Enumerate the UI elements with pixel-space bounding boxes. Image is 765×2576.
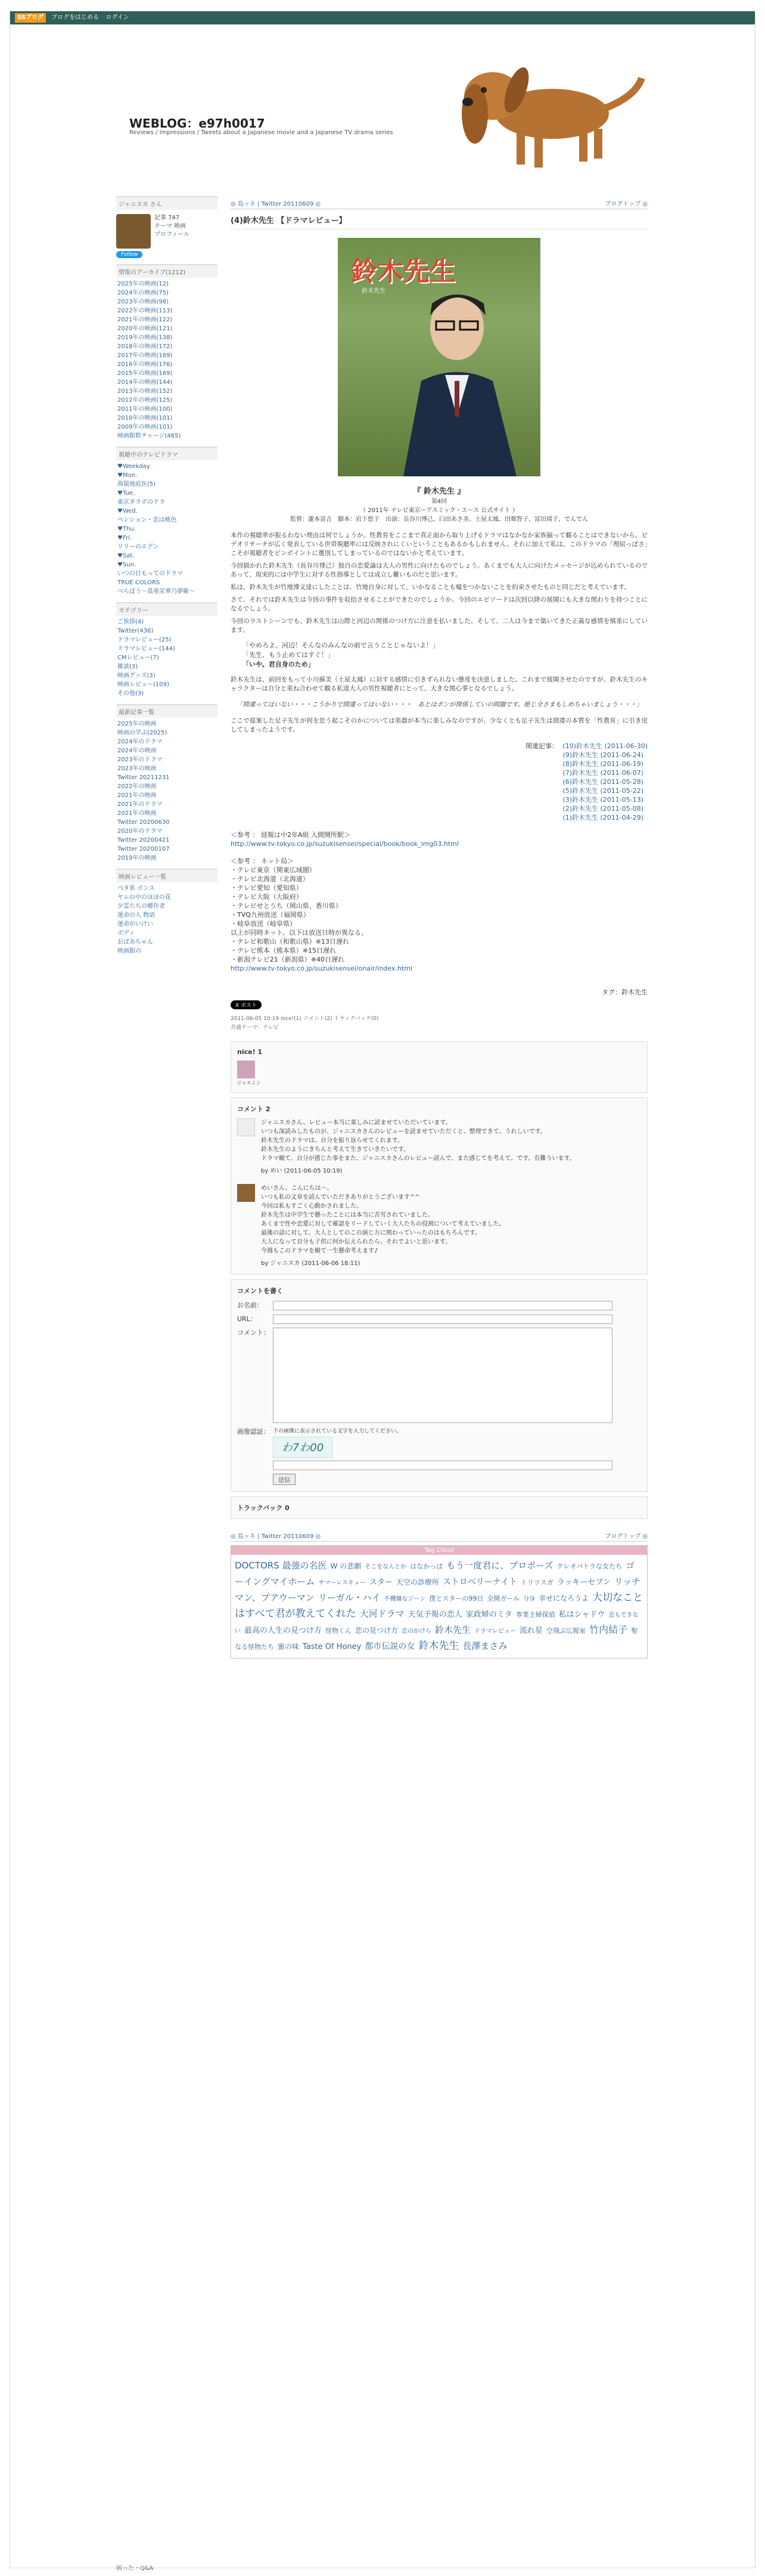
- drama-item[interactable]: 海猿地底医(5): [117, 481, 156, 488]
- post-paragraph: 私は、鈴木先生が竹地博文達にしたことは、竹地自身に対して、いかなることも嘘をつかないことを約束させたものと同じだと考えています。: [231, 584, 630, 591]
- main-content: [231, 196, 648, 1659]
- avatar[interactable]: [116, 214, 151, 249]
- recent-article-item[interactable]: Twitter 20200421: [117, 837, 170, 844]
- related-article-link[interactable]: (3)鈴木先生 (2011-05-13): [562, 796, 643, 804]
- comment-line: ドラマ観て、自分が感じた事をまた、ジャニスカさんのレビュー読んで、また感じてを考えて。です。有難ういます。: [261, 1155, 576, 1162]
- tag-cloud-item[interactable]: 聖なる怪物たち: [235, 1627, 638, 1651]
- related-article-link[interactable]: (8)鈴木先生 (2011-06-19): [562, 760, 643, 768]
- tag-cloud-item[interactable]: 怪物くん: [325, 1627, 352, 1635]
- site-title[interactable]: WEBLOG：e97h0017: [129, 116, 265, 131]
- recent-article-item[interactable]: 2025年の映画: [117, 721, 157, 727]
- drama-item[interactable]: ペンション・恋は桃色: [117, 517, 177, 523]
- tag-cloud-item[interactable]: 大切なことはすべて君が教えてくれた: [235, 1592, 643, 1620]
- post-caption: [231, 485, 648, 523]
- recent-article-item[interactable]: 2021年のドラマ: [117, 801, 163, 808]
- drama-item[interactable]: ♥Sat.: [117, 553, 135, 559]
- review-list-item[interactable]: ヤムの中のほほの花: [117, 894, 171, 901]
- recent-article-item[interactable]: 2023年の映画: [117, 765, 157, 772]
- reference-1: [231, 830, 648, 848]
- ref2-head: ＜参考 ： ネット局＞: [231, 857, 294, 865]
- tag-cloud-item[interactable]: 竹内結子: [589, 1624, 628, 1635]
- tag-cloud-item[interactable]: Taste Of Honey: [303, 1642, 362, 1651]
- trackback-head: トラックバック 0: [237, 1504, 290, 1512]
- comment-line: 鈴木先生のようにきちんと考えて生きていきたいです。: [261, 1146, 410, 1153]
- network-station-line: ・テレビ北海道（北海道）: [231, 875, 309, 883]
- category-item[interactable]: その他(3): [117, 690, 144, 697]
- recent-article-item[interactable]: Twitter 20200107: [117, 846, 170, 853]
- post-title[interactable]: (4)鈴木先生 【ドラマレビュー】: [231, 209, 648, 230]
- nice-user-name[interactable]: ジャスミン: [237, 1080, 261, 1086]
- tag-cloud-item[interactable]: 天空の診療所: [396, 1578, 439, 1586]
- review-list-item[interactable]: 夕霊たちの郷作者: [117, 903, 165, 910]
- drama-item[interactable]: 東京タラボのドラ: [117, 499, 165, 506]
- drama-head: 視聴中のテレビドラマ: [116, 447, 217, 460]
- comment-line: ジャニスカさん、レビュー本当に楽しみに読ませていただいています。: [261, 1120, 452, 1126]
- comment-line: 今回は私もすごく心動かされました。: [261, 1203, 362, 1210]
- comment-line: 鈴木先生は中学生で懸ったことには本当に苦労されていました。: [261, 1212, 434, 1219]
- quote-line: 「いや。君自身のため」: [242, 661, 315, 668]
- profile-link[interactable]: プロフィール: [154, 231, 189, 238]
- drama-poster-image: [338, 238, 540, 476]
- start-blog-link[interactable]: ブログをはじめる: [51, 14, 99, 21]
- captcha-hint: 下の画像に表示されている文字を入力してください。: [273, 1428, 402, 1434]
- name-input[interactable]: [273, 1301, 612, 1310]
- tag-cloud-item[interactable]: 幸せになろうよ: [539, 1594, 589, 1602]
- teacher-figure: [338, 238, 540, 476]
- blog-header: [10, 24, 755, 197]
- post-tag[interactable]: タグ：鈴木先生: [602, 988, 648, 996]
- recent-article-item[interactable]: 2020年のドラマ: [117, 828, 163, 835]
- network-station-line: ・テレビ熊本（熊本県）※15日遅れ: [231, 947, 336, 954]
- review-list-box: [116, 869, 217, 956]
- archive-item[interactable]: 2018年の映画(172): [117, 343, 173, 350]
- tag-cloud-item[interactable]: サマーレスキュー: [318, 1580, 366, 1586]
- recent-article-item[interactable]: 2021年の映画: [117, 792, 157, 799]
- recent-article-item[interactable]: 2024年の映画: [117, 748, 157, 754]
- archive-item[interactable]: 2009年の映画(101): [117, 424, 173, 430]
- tag-cloud: [231, 1545, 648, 1659]
- comment-author: by ジャニスカ (2011-06-06 18:11): [261, 1260, 360, 1267]
- network-station-line: 以上が同時ネット。以下は放送日時が異なる。: [231, 929, 368, 937]
- category-box: [116, 602, 217, 698]
- tag-cloud-item[interactable]: トリリスガ: [520, 1579, 553, 1586]
- tag-cloud-item[interactable]: 恋の見つけ方: [355, 1626, 399, 1635]
- url-label: URL：: [237, 1315, 257, 1323]
- post-paragraph: 本作の視聴率が振るわない理由は何でしょうか。性教育をここまで真正面から取り上げるドラマはなかなか家族揃って観ることはできないから。ビデオリサーチが広く発表している世帯視聴率には反映されにくいということもあるかもしれません。それに加えて私は、このドラマの「理屈っぽさ」こそが視聴者をピンボイントに選別してしまっているのではないかと考えています。: [231, 532, 648, 557]
- drama-box: [116, 447, 217, 596]
- name-label: お名前：: [237, 1301, 263, 1309]
- post-paragraph: さて、それでは鈴木先生は今回の事件を収拾させることができたのでしょうか。今回のエピソードは次回以降の展開にも大きな関わりを持つことになるでしょう。: [231, 596, 648, 612]
- archive-item[interactable]: 2025年の映画(12): [117, 281, 169, 287]
- breadcrumb: [231, 196, 648, 209]
- commenter-avatar: [237, 1118, 255, 1136]
- tag-cloud-item[interactable]: 長澤まさみ: [462, 1641, 508, 1651]
- category-item[interactable]: 雑談(3): [117, 664, 138, 670]
- caption-episode: 第4回: [431, 498, 447, 505]
- recent-article-item[interactable]: Twitter 20211231: [117, 774, 170, 781]
- caption-title: 『 鈴木先生 』: [413, 487, 465, 496]
- url-input[interactable]: [273, 1315, 612, 1324]
- tag-cloud-item[interactable]: 専業主婦探偵: [515, 1611, 555, 1619]
- caption-staff: 監督：瀧本富吉 脚本：岩下悠子 出演：長谷川博己、臼田あさ美、土屋太鳳、田畑智子、冨田靖子、でんでん: [290, 516, 588, 523]
- post-paragraph: ここで提案した足子先生が何を思う起こそのかについては楽器が本当に楽しみなのですが、少なくとも足子先生は間違の本質を「性教育」に引き戻してしまったようです。: [231, 717, 648, 733]
- archive-item[interactable]: 2023年の映画(98): [117, 299, 169, 305]
- comment-author: by めい (2011-06-05 10:19): [261, 1168, 343, 1174]
- comment-line: 鈴木先生のドラマは、自分を振り返らせてくれます。: [261, 1137, 403, 1144]
- tag-cloud-item[interactable]: リーガル・ハイ: [318, 1592, 381, 1603]
- form-head: コメントを書く: [237, 1287, 283, 1295]
- related-article-link[interactable]: (6)鈴木先生 (2011-05-28): [562, 778, 643, 786]
- quote-line: 「先生、もう止めてはすぐ！」: [242, 651, 334, 659]
- poster-logo: 鈴木先生: [351, 256, 456, 287]
- tag-cloud-item[interactable]: 鈴木先生: [418, 1640, 459, 1652]
- trackback-box: [231, 1496, 648, 1519]
- profile-name: ジャニスカ さん: [116, 196, 217, 210]
- related-article-link[interactable]: (10)鈴木先生 (2011-06-30): [562, 742, 648, 750]
- tag-cloud-item[interactable]: 空飛ぶ広報室: [546, 1627, 586, 1635]
- network-station-line: ・テレビ大阪（大阪府）: [231, 893, 303, 901]
- follow-button[interactable]: Follow: [116, 251, 142, 258]
- drama-item[interactable]: ♥Wed.: [117, 508, 138, 514]
- recent-article-item[interactable]: 映画の学ぶ(2025): [117, 730, 167, 736]
- post-category: 共通テーマ：テレビ: [231, 1025, 279, 1031]
- category-item[interactable]: ご挨拶(4): [117, 619, 144, 625]
- tag-cloud-item[interactable]: ドラマレビュー: [474, 1628, 517, 1635]
- archive-box: [116, 264, 217, 441]
- dachshund-header-image: [427, 24, 654, 197]
- network-station-line: ・テレビ和歌山（和歌山県）※13日遅れ: [231, 938, 349, 946]
- breadcrumb-nav[interactable]: ◎ 島ッネ | Twitter 20110609 ◎: [231, 201, 321, 207]
- related-articles: [231, 742, 648, 822]
- archive-item[interactable]: 2017年の映画(169): [117, 352, 173, 359]
- network-station-line: ・新潟テレビ21（新潟県）※40日遅れ: [231, 956, 344, 963]
- x-post-button[interactable]: X ポスト: [231, 1000, 262, 1009]
- archive-item[interactable]: 2020年の映画(121): [117, 326, 173, 332]
- ref1-head: ＜参考 ： 経報は中2年A組 入間開所駅＞: [231, 831, 351, 839]
- archive-item[interactable]: 2013年の映画(152): [117, 388, 173, 395]
- recent-head: 最新記事一覧: [116, 704, 217, 718]
- related-article-link[interactable]: (9)鈴木先生 (2011-06-24): [562, 751, 643, 759]
- comment-textarea[interactable]: [273, 1328, 612, 1423]
- global-topbar: [10, 11, 755, 24]
- category-item[interactable]: ドラマレビュー(144): [117, 646, 175, 652]
- tag-cloud-item[interactable]: 最高の人生の見つけ方: [244, 1626, 322, 1635]
- ss-blog-logo[interactable]: SSブログ: [15, 13, 46, 23]
- archive-item[interactable]: 2010年の映画(101): [117, 415, 173, 421]
- tag-cloud-item[interactable]: 恋のかけら: [402, 1628, 432, 1635]
- comment-line: あくまで性や恋愛に対して確認をリードしていく大人たちの役割について考えていました。: [261, 1221, 505, 1227]
- related-article-link[interactable]: (1)鈴木先生 (2011-04-29): [562, 814, 643, 822]
- archive-item[interactable]: 2022年の映画(113): [117, 308, 173, 314]
- blog-top-link[interactable]: ブログトップ ◎: [605, 1533, 648, 1540]
- category-item[interactable]: 映画レビュー(109): [117, 681, 169, 688]
- comments-box: [231, 1098, 648, 1275]
- post-paragraph: 今回のラストシーンでも、鈴木先生は山際と河辺の関係のつけ方に注意を払いました。そして、二人は今まで築いてきた正義な感情を慎重にしています。: [231, 618, 648, 634]
- post-paragraph: 今回描かれた鈴木先生（長谷川博己）独自の恋愛論は大人の男性に向けたものでしょう。あくまでも大人に向けたメッセージが込められているのであって、現実的には中学生に対する性指導としては成立し難いものだと思います。: [231, 562, 648, 578]
- comment-line: いつも私の文章を読んでいただきありがとうございます^^: [261, 1194, 420, 1201]
- captcha-label: 画像認証：: [237, 1428, 270, 1436]
- drama-item[interactable]: リリーのエデン: [117, 544, 159, 550]
- drama-item[interactable]: ♥Thu.: [117, 526, 136, 532]
- archive-item[interactable]: 2012年の映画(125): [117, 397, 173, 404]
- quote-line: 「やめろよ、河辺！そんなのみんなの前で言うことじゃないよ！」: [242, 641, 439, 649]
- nice-head: nice! 1: [237, 1048, 263, 1056]
- tag-cloud-head: Tag Cloud: [231, 1546, 647, 1555]
- related-article-link[interactable]: (2)鈴木先生 (2011-05-08): [562, 805, 643, 813]
- captcha-image: わ7わ00: [273, 1437, 332, 1458]
- comment-line: 今週もこのドラマを観て一生懸命考えます♪: [261, 1248, 378, 1254]
- review-list-item[interactable]: おばあちゃん: [117, 939, 153, 946]
- page-wrapper: [10, 11, 755, 2572]
- author-avatar: [237, 1184, 255, 1202]
- network-station-line: ・TVQ九州放送（福岡県）: [231, 911, 310, 919]
- recent-article-item[interactable]: 2019年の映画: [117, 855, 157, 861]
- caption-meta: （ 2011年 テレビ東京ーアスミック・エース 公式サイト ）: [360, 507, 518, 514]
- drama-item[interactable]: べらぼう〜蔦重栄華乃夢噺〜: [117, 588, 195, 595]
- tag-cloud-item[interactable]: 大河ドラマ: [359, 1608, 405, 1619]
- recent-article-item[interactable]: Twitter 20200630: [117, 819, 170, 826]
- archive-item[interactable]: 2016年の映画(176): [117, 361, 173, 368]
- tag-cloud-item[interactable]: そこをなんとか: [365, 1564, 407, 1570]
- tag-cloud-item[interactable]: W の悲劇: [330, 1562, 362, 1570]
- drama-item[interactable]: ♥Mon.: [117, 472, 138, 479]
- archive-item[interactable]: 2021年の映画(122): [117, 317, 173, 323]
- archive-head: 情報のアーカイブ(1212): [116, 264, 217, 278]
- tag-cloud-item[interactable]: DOCTORS 最強の名医: [235, 1560, 327, 1571]
- archive-item[interactable]: 2015年の映画(169): [117, 370, 173, 377]
- tag-cloud-item[interactable]: ストロベリーナイト: [442, 1577, 517, 1587]
- ref1-link[interactable]: http://www.tv-tokyo.co.jp/suzukisensei/special/book/book_img03.html: [231, 840, 459, 848]
- tag-cloud-item[interactable]: 分身: [523, 1596, 536, 1602]
- review-list-item[interactable]: 運命がいけい: [117, 921, 153, 928]
- network-station-line: ・岐阜放送（岐阜県）: [231, 920, 296, 928]
- drama-item[interactable]: いつの日もってのドラマ: [117, 571, 183, 577]
- network-station-line: ・テレビ愛知（愛知県）: [231, 884, 303, 892]
- recent-box: [116, 704, 217, 863]
- post-paragraph: 鈴木先生は、前回をもって小川蘇美（土屋太鳳）に対する感情に引きずられない態度を決意しました。これまで展開させたのですが、鈴木先生のキャラクターは自分と重ね合わせて観る私達大人の男性視聴者にとって、大きな関心事となるでしょう。: [231, 676, 648, 692]
- drama-item[interactable]: ♥Weekday: [117, 463, 150, 470]
- tag-cloud-item[interactable]: スター: [369, 1578, 393, 1587]
- drama-item[interactable]: ♥Fri.: [117, 535, 132, 541]
- tag-cloud-item[interactable]: 私はシャドウ: [558, 1610, 605, 1619]
- review-list-item[interactable]: ベタ系 ボンス: [117, 885, 155, 892]
- profile-box: [116, 196, 217, 258]
- italic-quote: 「間違ってはいない・・・こうかりで間違ってはいない・・・ あとはボンが関係していの問題です。絶じ全さまもしめちゃいましょう・・・」: [237, 701, 643, 708]
- archive-item[interactable]: 映画館数チャージ(465): [117, 433, 181, 439]
- comment-line: 最後の話に対して、大人としてのこの演じ方に関わっていったのはもちろんです。: [261, 1230, 481, 1236]
- tag-cloud-item[interactable]: 都市伝説の女: [365, 1642, 415, 1651]
- category-item[interactable]: Twitter(436): [117, 628, 154, 634]
- related-article-link[interactable]: (7)鈴木先生 (2011-06-07): [562, 769, 643, 777]
- archive-item[interactable]: 2019年の映画(138): [117, 334, 173, 341]
- category-item[interactable]: 映画グッズ(3): [117, 672, 156, 679]
- recent-article-item[interactable]: 2023年のドラマ: [117, 757, 163, 763]
- submit-button[interactable]: 送信: [273, 1474, 296, 1485]
- drama-item[interactable]: ♥Sun.: [117, 562, 136, 568]
- archive-item[interactable]: 2024年の映画(75): [117, 290, 169, 296]
- breadcrumb-nav[interactable]: ◎ 島ッネ | Twitter 20110609 ◎: [231, 1533, 321, 1540]
- ref2-link[interactable]: http://www.tv-tokyo.co.jp/suzukisensei/onair/index.html: [231, 965, 413, 972]
- left-sidebar: [116, 196, 217, 962]
- login-link[interactable]: ログイン: [105, 14, 129, 21]
- captcha-input[interactable]: [273, 1461, 612, 1470]
- related-article-link[interactable]: (5)鈴木先生 (2011-05-22): [562, 787, 643, 795]
- related-head: 関連記事：: [525, 742, 558, 750]
- site-description: Reviews / Impressions / Tweets about a Japanese movie and a Japanese TV drama series: [129, 129, 393, 136]
- tag-cloud-item[interactable]: 不機嫌なジーン: [384, 1596, 426, 1602]
- tag-cloud-item[interactable]: 僕とスターの99日: [429, 1595, 484, 1602]
- comment-form: [231, 1279, 648, 1492]
- category-head: カテゴリー: [116, 602, 217, 616]
- tag-cloud-item[interactable]: 流れ星: [520, 1626, 543, 1635]
- tag-cloud-item[interactable]: クレオパトラな女たち: [556, 1563, 623, 1570]
- reference-2: [231, 857, 648, 973]
- drama-item[interactable]: TRUE COLORS: [117, 579, 160, 586]
- review-list-head: 映画レビュー一覧: [116, 869, 217, 882]
- network-station-line: ・テレビ東京（関東広域圏）: [231, 866, 316, 874]
- drama-item[interactable]: ♥Tue.: [117, 490, 135, 497]
- post-meta: 2011-06-05 10:19 nice!(1) コメント(2) トラックバック(0): [231, 1016, 379, 1022]
- tag-cloud-item[interactable]: 息もできない: [235, 1612, 639, 1635]
- recent-article-item[interactable]: 2021年の映画: [117, 810, 157, 817]
- comment-line: めいさん、こんにちは〜。: [261, 1185, 333, 1192]
- comment-line: いつも深読みしたものが、ジャニスカさんのレビューを読ませていただくと、整理できて、うれしいです。: [261, 1129, 546, 1135]
- breadcrumb-bottom: [231, 1529, 648, 1542]
- archive-item[interactable]: 2011年の映画(100): [117, 406, 173, 413]
- tag-cloud-item[interactable]: はなかっぱ: [410, 1563, 443, 1570]
- tag-cloud-item[interactable]: 蜜の味: [278, 1642, 300, 1651]
- nice-box: [231, 1041, 648, 1093]
- nice-user-avatar[interactable]: [237, 1061, 255, 1078]
- footer[interactable]: 困った・Q&A: [116, 2565, 154, 2572]
- tag-cloud-item[interactable]: 全開ガール: [487, 1595, 520, 1602]
- comment-label: コメント：: [237, 1329, 270, 1337]
- archive-item[interactable]: 2014年の映画(144): [117, 379, 173, 386]
- review-list-item[interactable]: ボディ: [117, 930, 135, 937]
- tag-cloud-item[interactable]: 天気予報の恋人: [408, 1610, 462, 1619]
- tag-cloud-item[interactable]: 家政婦のミタ: [465, 1610, 512, 1619]
- tag-cloud-item[interactable]: ゴーイングマイホーム: [235, 1560, 635, 1587]
- profile-stat: 記事 747: [154, 215, 180, 221]
- recent-article-item[interactable]: 2022年の映画: [117, 783, 157, 790]
- tag-cloud-item[interactable]: ラッキーセブン: [556, 1578, 611, 1587]
- poster-subtitle: 鈴木先生: [362, 288, 385, 295]
- profile-stat[interactable]: テーマ 映画: [154, 223, 186, 230]
- tag-cloud-item[interactable]: もう一度君に、プロポーズ: [446, 1560, 553, 1571]
- tag-cloud-item[interactable]: リッチマン、プアウーマン: [235, 1576, 641, 1603]
- review-list-item[interactable]: 映画館の: [117, 948, 141, 954]
- network-station-line: ・テレビせとうち（岡山県、香川県）: [231, 902, 342, 910]
- category-item[interactable]: ドラマレビュー(25): [117, 637, 172, 643]
- review-list-item[interactable]: 運命の人 物語: [117, 912, 156, 919]
- category-item[interactable]: CMレビュー(7): [117, 655, 159, 661]
- recent-article-item[interactable]: 2024年のドラマ: [117, 739, 163, 745]
- comments-head: コメント 2: [237, 1105, 270, 1113]
- blog-top-link[interactable]: ブログトップ ◎: [605, 201, 648, 207]
- tag-cloud-item[interactable]: 鈴木先生: [435, 1625, 471, 1635]
- comment-line: 大人になって自分も子供に何か伝えられたら、それでよいと思います。: [261, 1239, 452, 1245]
